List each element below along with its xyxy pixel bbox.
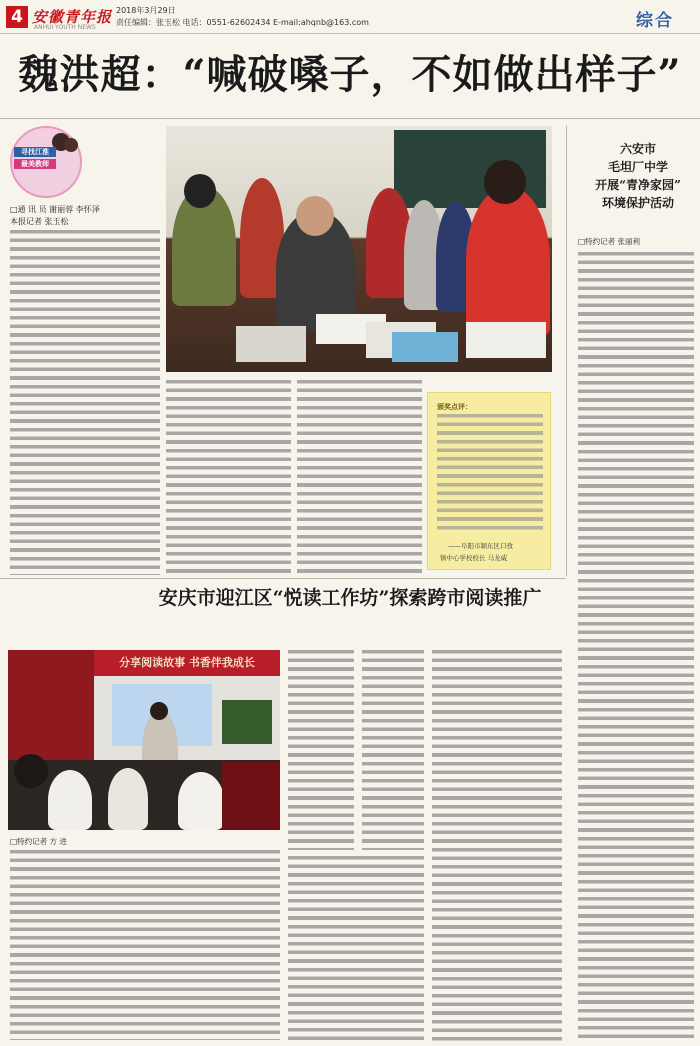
article-byline: □特约记者 方 进: [10, 837, 67, 846]
byline: □通 讯 员 谢丽蓉 李怀泽: [10, 205, 100, 214]
article-body-column: [166, 380, 291, 576]
award-comment-signature: 镇中心学校校长 马龙威: [440, 554, 508, 562]
student-figure: [484, 160, 526, 204]
article-body-column: [288, 650, 354, 850]
column-divider: [566, 126, 567, 576]
divider: [0, 578, 566, 579]
section-label: 综合: [636, 11, 674, 31]
divider: [0, 118, 700, 119]
book: [236, 326, 306, 362]
article-body-column: [362, 650, 424, 850]
classroom-photo: [166, 126, 552, 372]
logo-figure: [64, 138, 78, 152]
article-body-column: [297, 380, 422, 576]
blackboard: [222, 700, 272, 744]
paper-name-en: ANHUI YOUTH NEWS: [34, 24, 96, 31]
logo-text: 寻找江淮: [14, 147, 56, 157]
sidebar-body: [578, 252, 694, 1042]
desk: [222, 762, 280, 830]
student-figure: [108, 768, 148, 830]
student-figure: [14, 754, 48, 788]
reading-event-photo: [8, 650, 280, 830]
article-body-column: [10, 850, 280, 1040]
speaker-figure: [150, 702, 168, 720]
sidebar-headline-line: 开展“青净家园”: [595, 178, 681, 192]
article-headline: 安庆市迎江区“悦读工作坊”探索跨市阅读推广: [158, 587, 542, 609]
sidebar-headline-line: 毛坦厂中学: [607, 160, 668, 174]
article-body-column: [10, 230, 160, 575]
student-figure: [48, 770, 92, 830]
issue-date: 2018年3月29日: [116, 6, 176, 15]
article-body-column: [288, 856, 424, 1042]
logo-text: 最美教师: [14, 159, 56, 169]
award-comment-signature: ——阜阳市颍东区口孜: [448, 542, 513, 550]
award-comment-title: 颁奖点评：: [437, 403, 472, 411]
student-figure: [466, 186, 550, 336]
sidebar-headline: [576, 140, 700, 212]
paper-name: 安徽青年报: [32, 8, 113, 26]
article-body-column: [432, 650, 562, 1042]
event-banner: 分享阅读故事 书香伴我成长: [94, 650, 280, 676]
book: [466, 322, 546, 358]
book: [392, 332, 458, 362]
page-title: 魏洪超：“喊破嗓子，不如做出样子”: [18, 51, 682, 98]
student-figure: [178, 772, 224, 830]
teacher-figure: [296, 196, 334, 236]
sidebar-headline-line: 六安市: [619, 142, 656, 156]
editor-contact: 责任编辑：张玉松 电话：0551-62602434 E-mail:ahqnb@163.com: [116, 18, 369, 27]
sidebar-byline: □特约记者 张丽利: [578, 237, 640, 246]
student-figure: [184, 174, 216, 208]
page-number: 4: [6, 6, 28, 28]
award-comment-body: [437, 414, 543, 534]
byline: 本报记者 张玉松: [10, 217, 69, 226]
sidebar-headline-line: 环境保护活动: [601, 196, 674, 210]
